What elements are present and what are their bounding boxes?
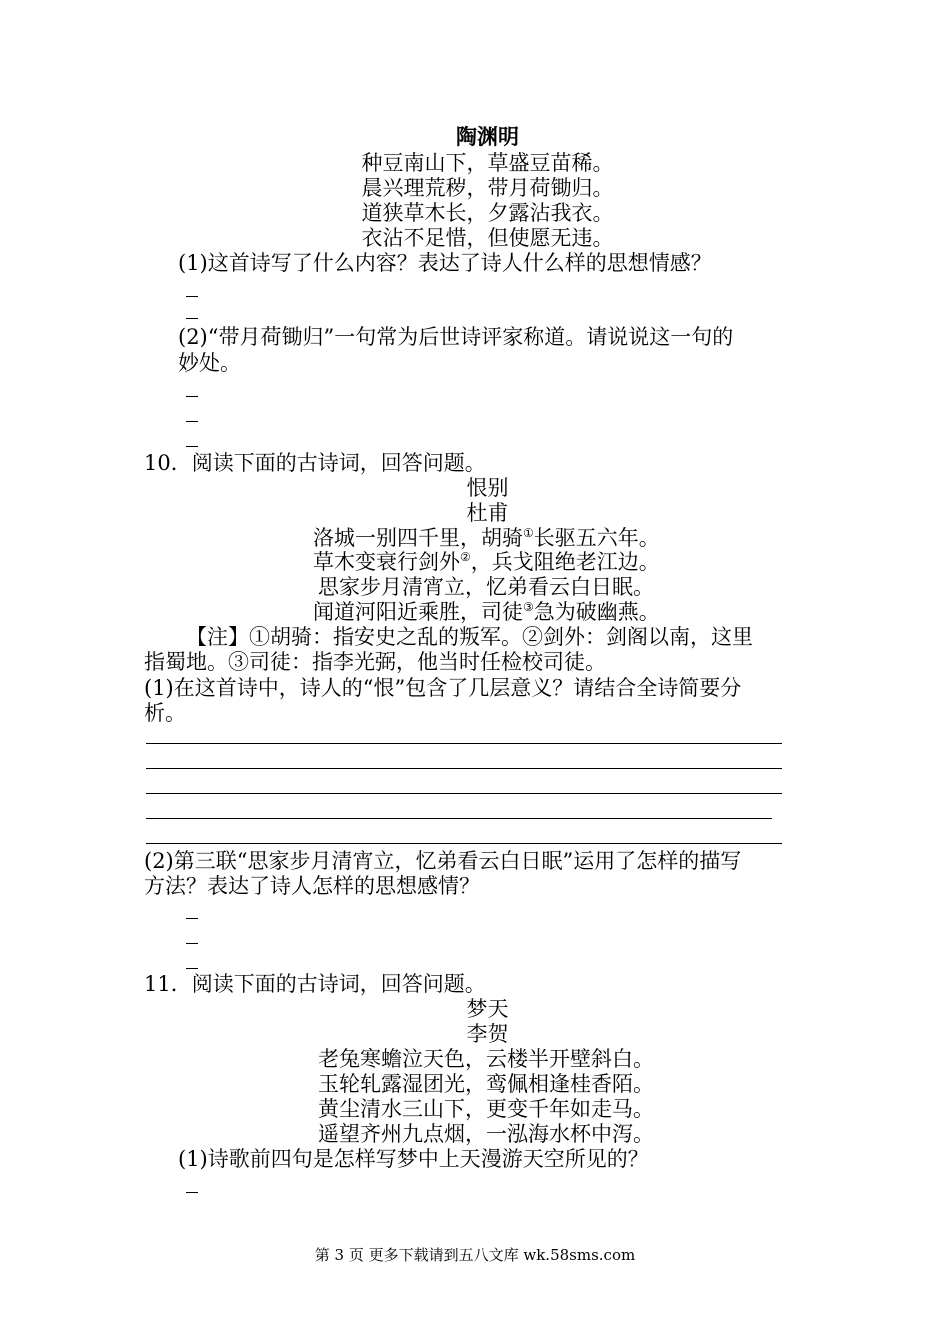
page-footer: 第 3 页 更多下载请到五八文库 wk.58sms.com — [314, 1246, 636, 1264]
poem-title: 恨别 — [466, 476, 509, 500]
poem-line: 晨兴理荒秽，带月荷锄归。 — [361, 176, 614, 200]
answer-blank — [186, 296, 198, 297]
question-text: (1)这首诗写了什么内容？表达了诗人什么样的思想情感？ — [178, 251, 712, 275]
question-heading: 11．阅读下面的古诗词，回答问题。 — [144, 972, 486, 996]
poem-line: 闻道河阳近乘胜，司徒③急为破幽燕。 — [313, 600, 660, 624]
poem-line: 道狭草木长，夕露沾我衣。 — [361, 201, 614, 225]
poem-line: 思家步月清宵立，忆弟看云白日眠。 — [318, 575, 654, 599]
answer-line — [146, 818, 772, 819]
question-text: 析。 — [144, 701, 186, 725]
question-text: (1)诗歌前四句是怎样写梦中上天漫游天空所见的？ — [178, 1147, 649, 1171]
poem-author: 杜甫 — [466, 501, 509, 525]
poem-author: 陶渊明 — [456, 124, 519, 149]
poem-line: 洛城一别四千里，胡骑①长驱五六年。 — [313, 526, 660, 550]
annotation-note: 指蜀地。③司徒：指李光弼，他当时任检校司徒。 — [144, 650, 606, 674]
answer-line — [146, 843, 782, 844]
poem-line: 老兔寒蟾泣天色，云楼半开壁斜白。 — [318, 1047, 654, 1071]
question-text: 妙处。 — [178, 351, 241, 375]
answer-blank — [186, 1192, 198, 1193]
answer-blank — [186, 918, 198, 919]
poem-line: 衣沾不足惜，但使愿无违。 — [361, 226, 614, 250]
poem-title: 梦天 — [466, 997, 509, 1021]
poem-line: 黄尘清水三山下，更变千年如走马。 — [318, 1097, 654, 1121]
question-text: 方法？表达了诗人怎样的思想感情？ — [144, 874, 480, 898]
poem-line: 种豆南山下，草盛豆苗稀。 — [361, 151, 614, 175]
answer-blank — [186, 421, 198, 422]
footnote-mark: ① — [523, 526, 534, 540]
answer-line — [146, 743, 782, 744]
question-text: (1)在这首诗中，诗人的“恨”包含了几层意义？请结合全诗简要分 — [144, 676, 742, 700]
answer-blank — [186, 318, 198, 319]
footnote-mark: ② — [460, 550, 471, 564]
answer-blank — [186, 446, 198, 447]
answer-line — [146, 793, 782, 794]
footnote-mark: ③ — [523, 600, 534, 614]
answer-blank — [186, 968, 198, 969]
answer-blank — [186, 396, 198, 397]
poem-line: 玉轮轧露湿团光，鸾佩相逢桂香陌。 — [318, 1072, 654, 1096]
answer-line — [146, 768, 782, 769]
poem-line: 遥望齐州九点烟，一泓海水杯中泻。 — [318, 1122, 654, 1146]
poem-author: 李贺 — [466, 1022, 509, 1046]
answer-blank — [186, 943, 198, 944]
question-text: (2)第三联“思家步月清宵立，忆弟看云白日眠”运用了怎样的描写 — [144, 849, 742, 873]
poem-line: 草木变衰行剑外②，兵戈阻绝老江边。 — [313, 550, 660, 574]
question-heading: 10．阅读下面的古诗词，回答问题。 — [144, 451, 486, 475]
annotation-note: 【注】①胡骑：指安史之乱的叛军。②剑外：剑阁以南，这里 — [186, 625, 753, 649]
question-text: (2)“带月荷锄归”一句常为后世诗评家称道。请说说这一句的 — [178, 325, 734, 349]
